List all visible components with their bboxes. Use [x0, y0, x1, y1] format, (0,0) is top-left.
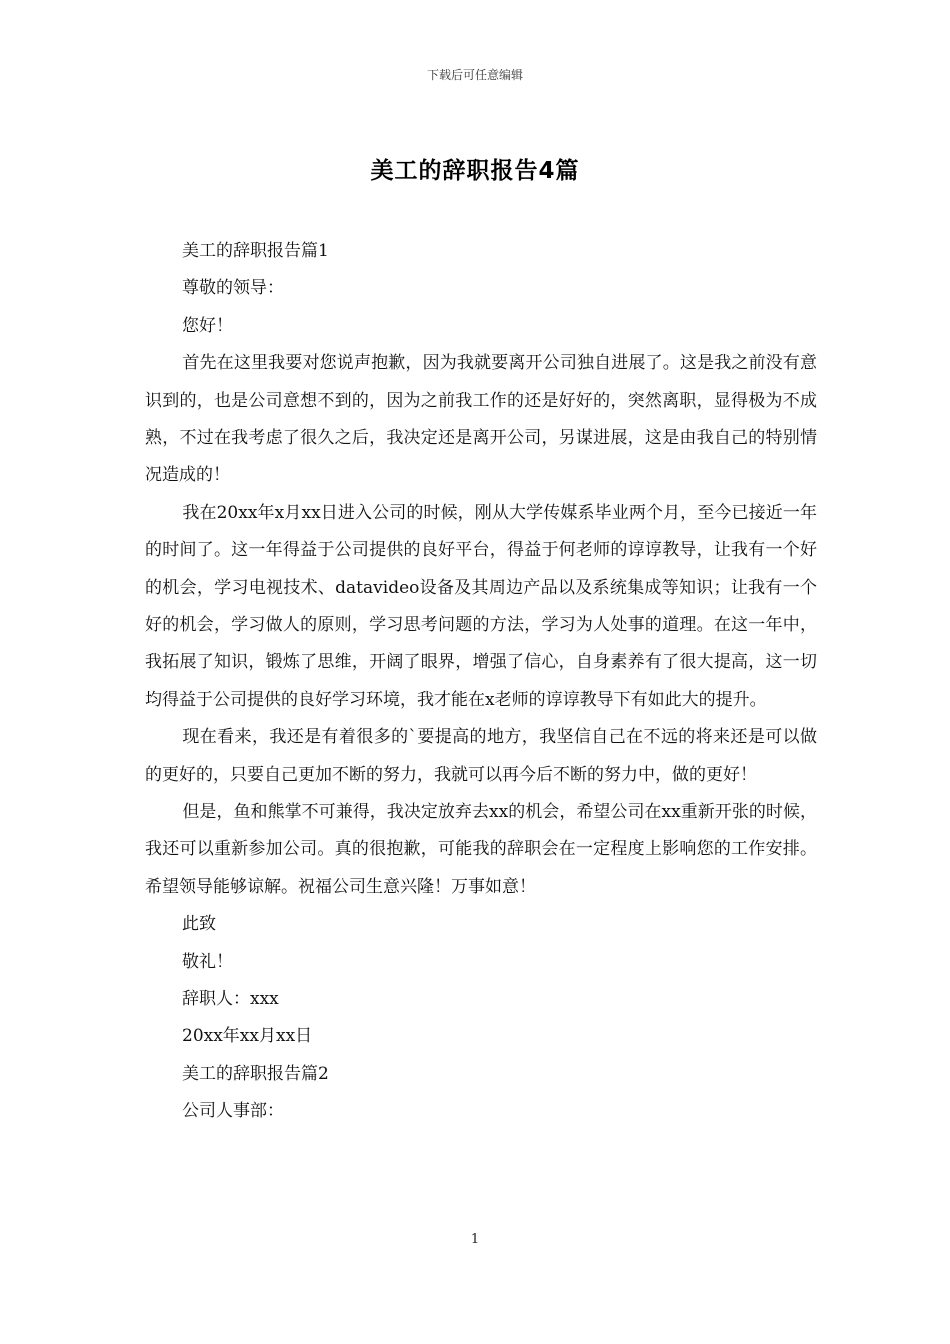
greeting: 您好！	[182, 315, 233, 336]
paragraph-2: 我在20xx年x月xx日进入公司的时候，刚从大学传媒系毕业两个月，至今已接近一年的时间了。这一年得益于公司提供的良好平台，得益于何老师的谆谆教导，让我有一个好的机会，学习电视技术、datavideo设备及其周边产品以及系统集成等知识；让我有一个好的机会，学习做人的原则，学习思考问题的方法，学习为人处事的道理。在这一年中，我拓展了知识，锻炼了思维，开阔了眼界，增强了信心，自身素养有了很大提高，这一切均得益于公司提供的良好学习环境，我才能在x老师的谆谆教导下有如此大的提升。	[145, 502, 817, 710]
paragraph-4: 但是，鱼和熊掌不可兼得，我决定放弃去xx的机会，希望公司在xx重新开张的时候，我还可以重新参加公司。真的很抱歉，可能我的辞职会在一定程度上影响您的工作安排。希望领导能够谅解。祝福公司生意兴隆！万事如意！	[145, 802, 817, 897]
document-title: 美工的辞职报告4篇	[370, 158, 580, 184]
closing-line-2: 敬礼！	[182, 951, 233, 972]
paragraph-3: 现在看来，我还是有着很多的`要提高的地方，我坚信自己在不远的将来还是可以做的更好的，只要自己更加不断的努力，我就可以再今后不断的努力中，做的更好！	[145, 727, 817, 785]
section2-salutation: 公司人事部：	[182, 1101, 284, 1122]
section1-heading: 美工的辞职报告篇1	[182, 241, 329, 261]
signature: 辞职人：xxx	[182, 989, 279, 1010]
document-body	[145, 233, 817, 1131]
page-header-note: 下载后可任意编辑	[426, 68, 523, 82]
salutation: 尊敬的领导：	[182, 278, 284, 299]
paragraph-1: 首先在这里我要对您说声抱歉，因为我就要离开公司独自进展了。这是我之前没有意识到的，也是公司意想不到的，因为之前我工作的还是好好的，突然离职，显得极为不成熟，不过在我考虑了很久之后，我决定还是离开公司，另谋进展，这是由我自己的特别情况造成的！	[145, 353, 817, 486]
section2-heading: 美工的辞职报告篇2	[182, 1063, 329, 1084]
closing-line-1: 此致	[182, 914, 216, 935]
date: 20xx年xx月xx日	[182, 1026, 313, 1047]
page-number: 1	[470, 1232, 480, 1247]
